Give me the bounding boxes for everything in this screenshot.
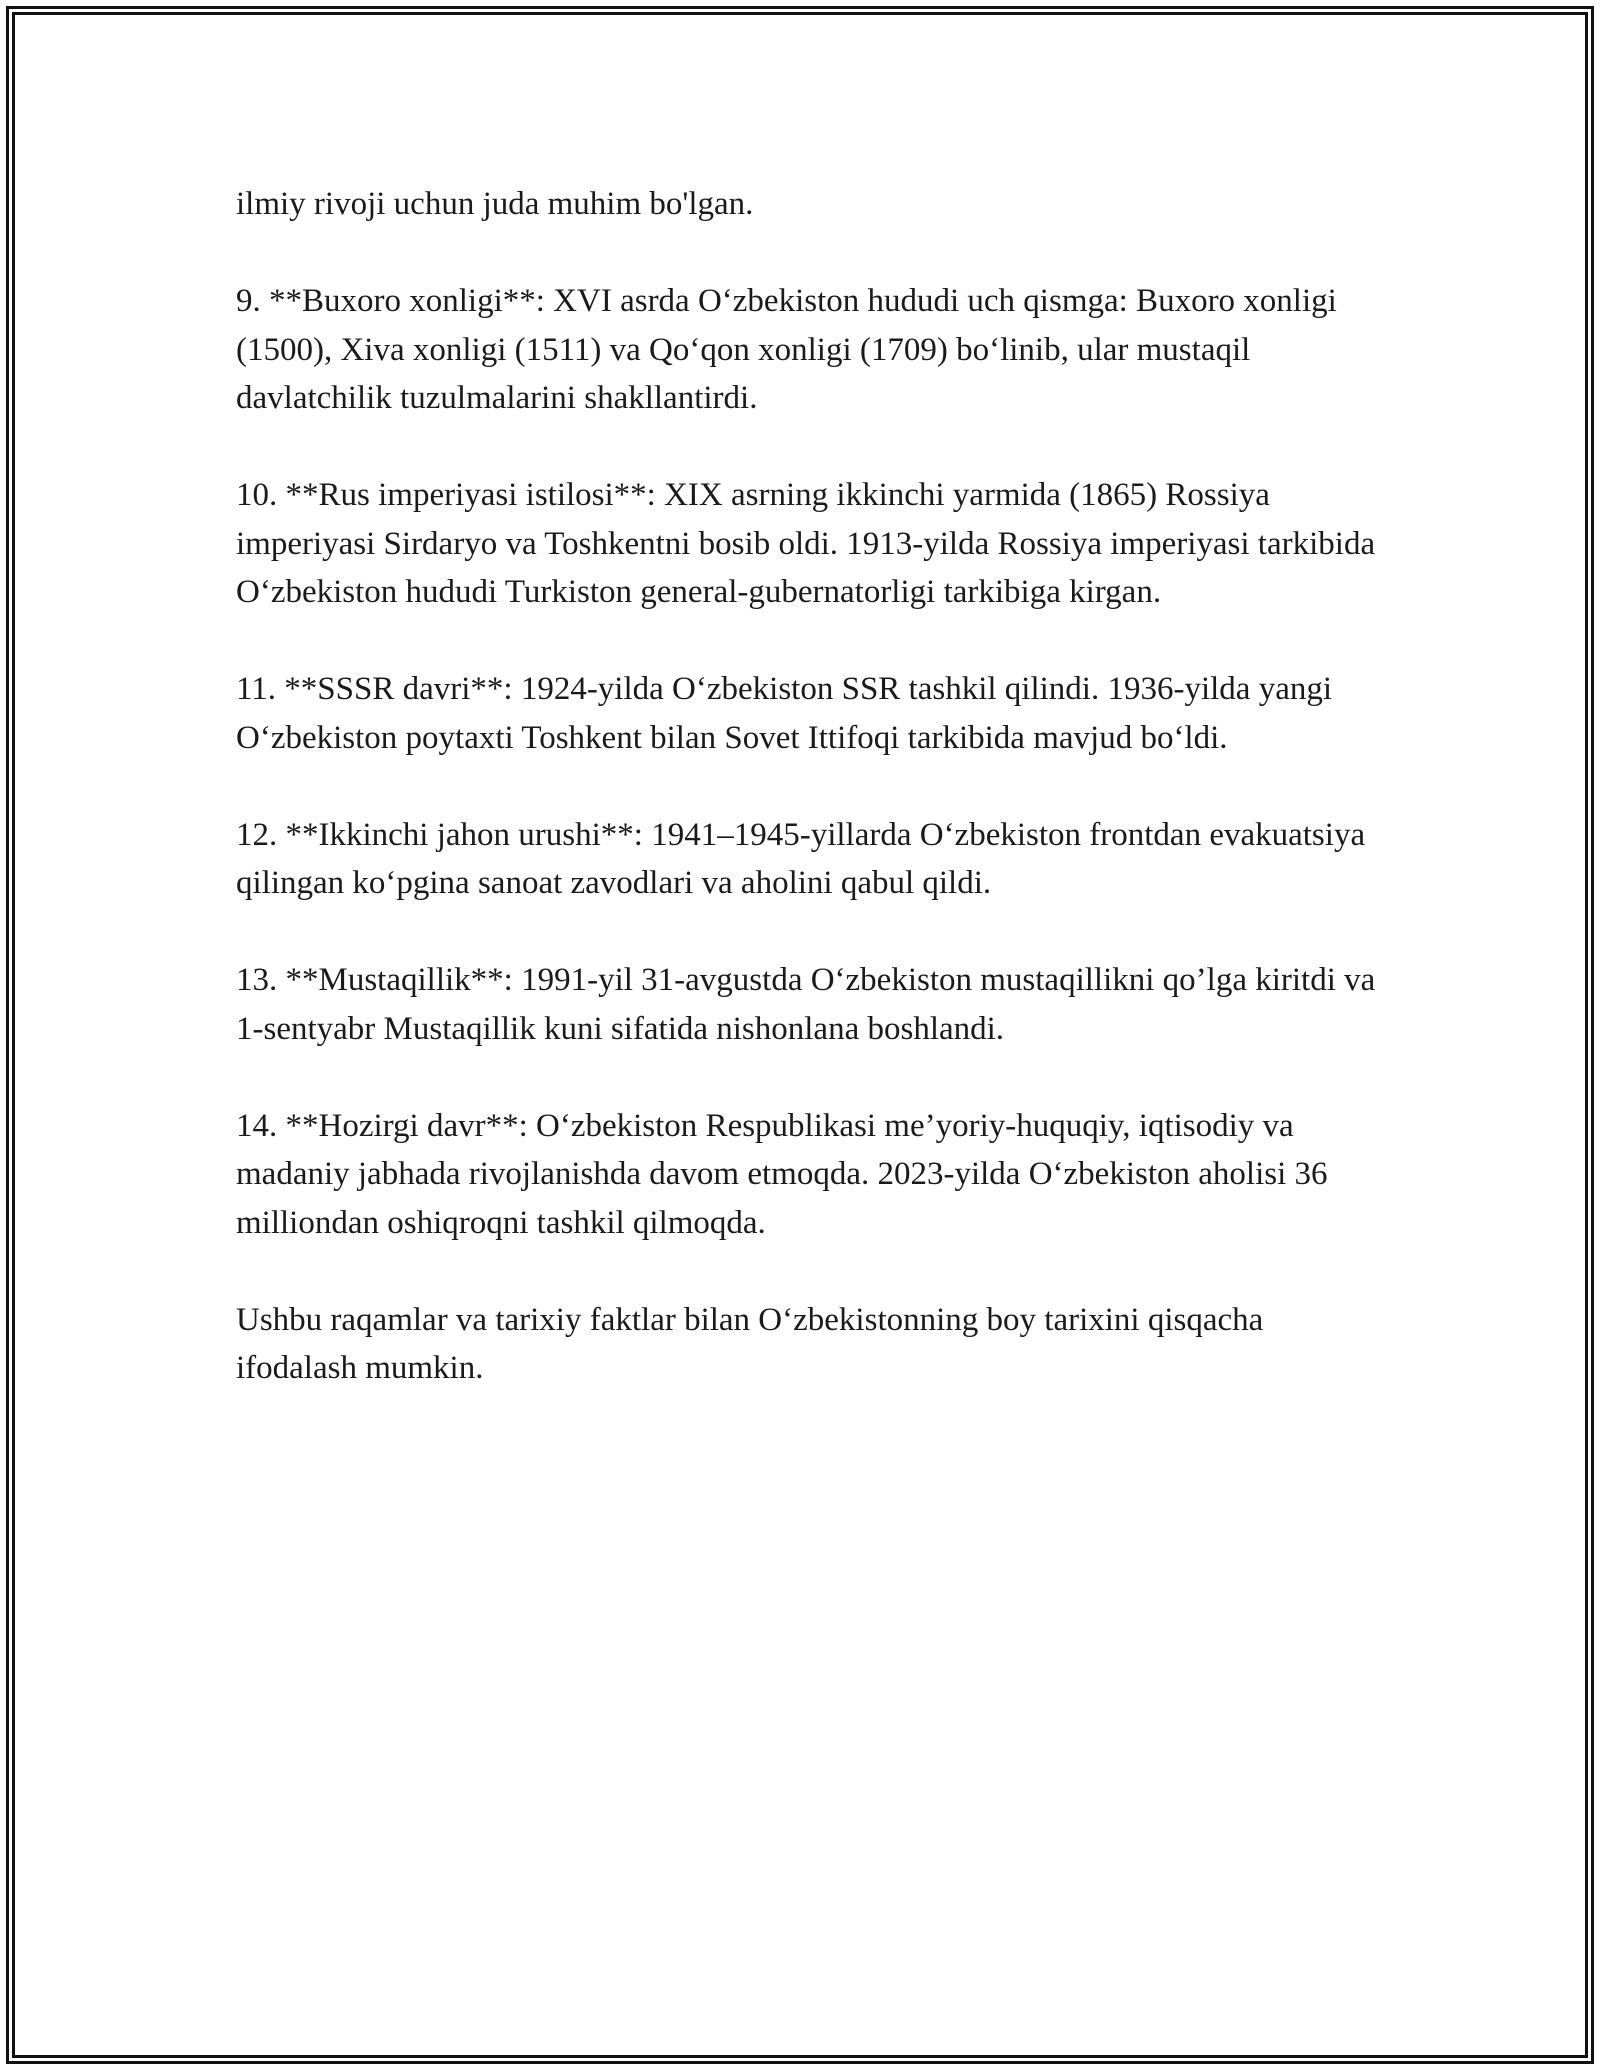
list-item-10: 10. **Rus imperiyasi istilosi**: XIX asrning ikkinchi yarmida (1865) Rossiya imperiyasi Sirdaryo va Toshkentni bosib oldi. 1913-yilda Rossiya imperiyasi tarkibida O‘zbekiston hududi Turkiston general-gubernatorligi tarkibiga kirgan. xyxy=(236,477,1376,610)
list-item-9: 9. **Buxoro xonligi**: XVI asrda O‘zbekiston hududi uch qismga: Buxoro xonligi (1500), Xiva xonligi (1511) va Qo‘qon xonligi (1709) bo‘linib, ular mustaqil davlatchilik tuzulmalarini shakllantirdi. xyxy=(236,283,1337,416)
document-body xyxy=(236,180,1376,1441)
closing-paragraph: Ushbu raqamlar va tarixiy faktlar bilan O‘zbekistonning boy tarixini qisqacha ifodalash mumkin. xyxy=(236,1301,1264,1386)
list-item-14: 14. **Hozirgi davr**: O‘zbekiston Respublikasi me’yoriy-huquqiy, iqtisodiy va madaniy jabhada rivojlanishda davom etmoqda. 2023-yilda O‘zbekiston aholisi 36 milliondan oshiqroqni tashkil qilmoqda. xyxy=(236,1107,1328,1241)
list-item-13: 13. **Mustaqillik**: 1991-yil 31-avgustda O‘zbekiston mustaqillikni qo’lga kiritdi va 1-sentyabr Mustaqillik kuni sifatida nishonlana boshlandi. xyxy=(236,962,1376,1047)
paragraph-continuation: ilmiy rivoji uchun juda muhim bo'lgan. xyxy=(236,186,754,222)
list-item-12: 12. **Ikkinchi jahon urushi**: 1941–1945-yillarda O‘zbekiston frontdan evakuatsiya qilingan ko‘pgina sanoat zavodlari va aholini qabul qildi. xyxy=(236,816,1366,901)
list-item-11: 11. **SSSR davri**: 1924-yilda O‘zbekiston SSR tashkil qilindi. 1936-yilda yangi O‘zbekiston poytaxti Toshkent bilan Sovet Ittifoqi tarkibida mavjud bo‘ldi. xyxy=(236,671,1333,756)
